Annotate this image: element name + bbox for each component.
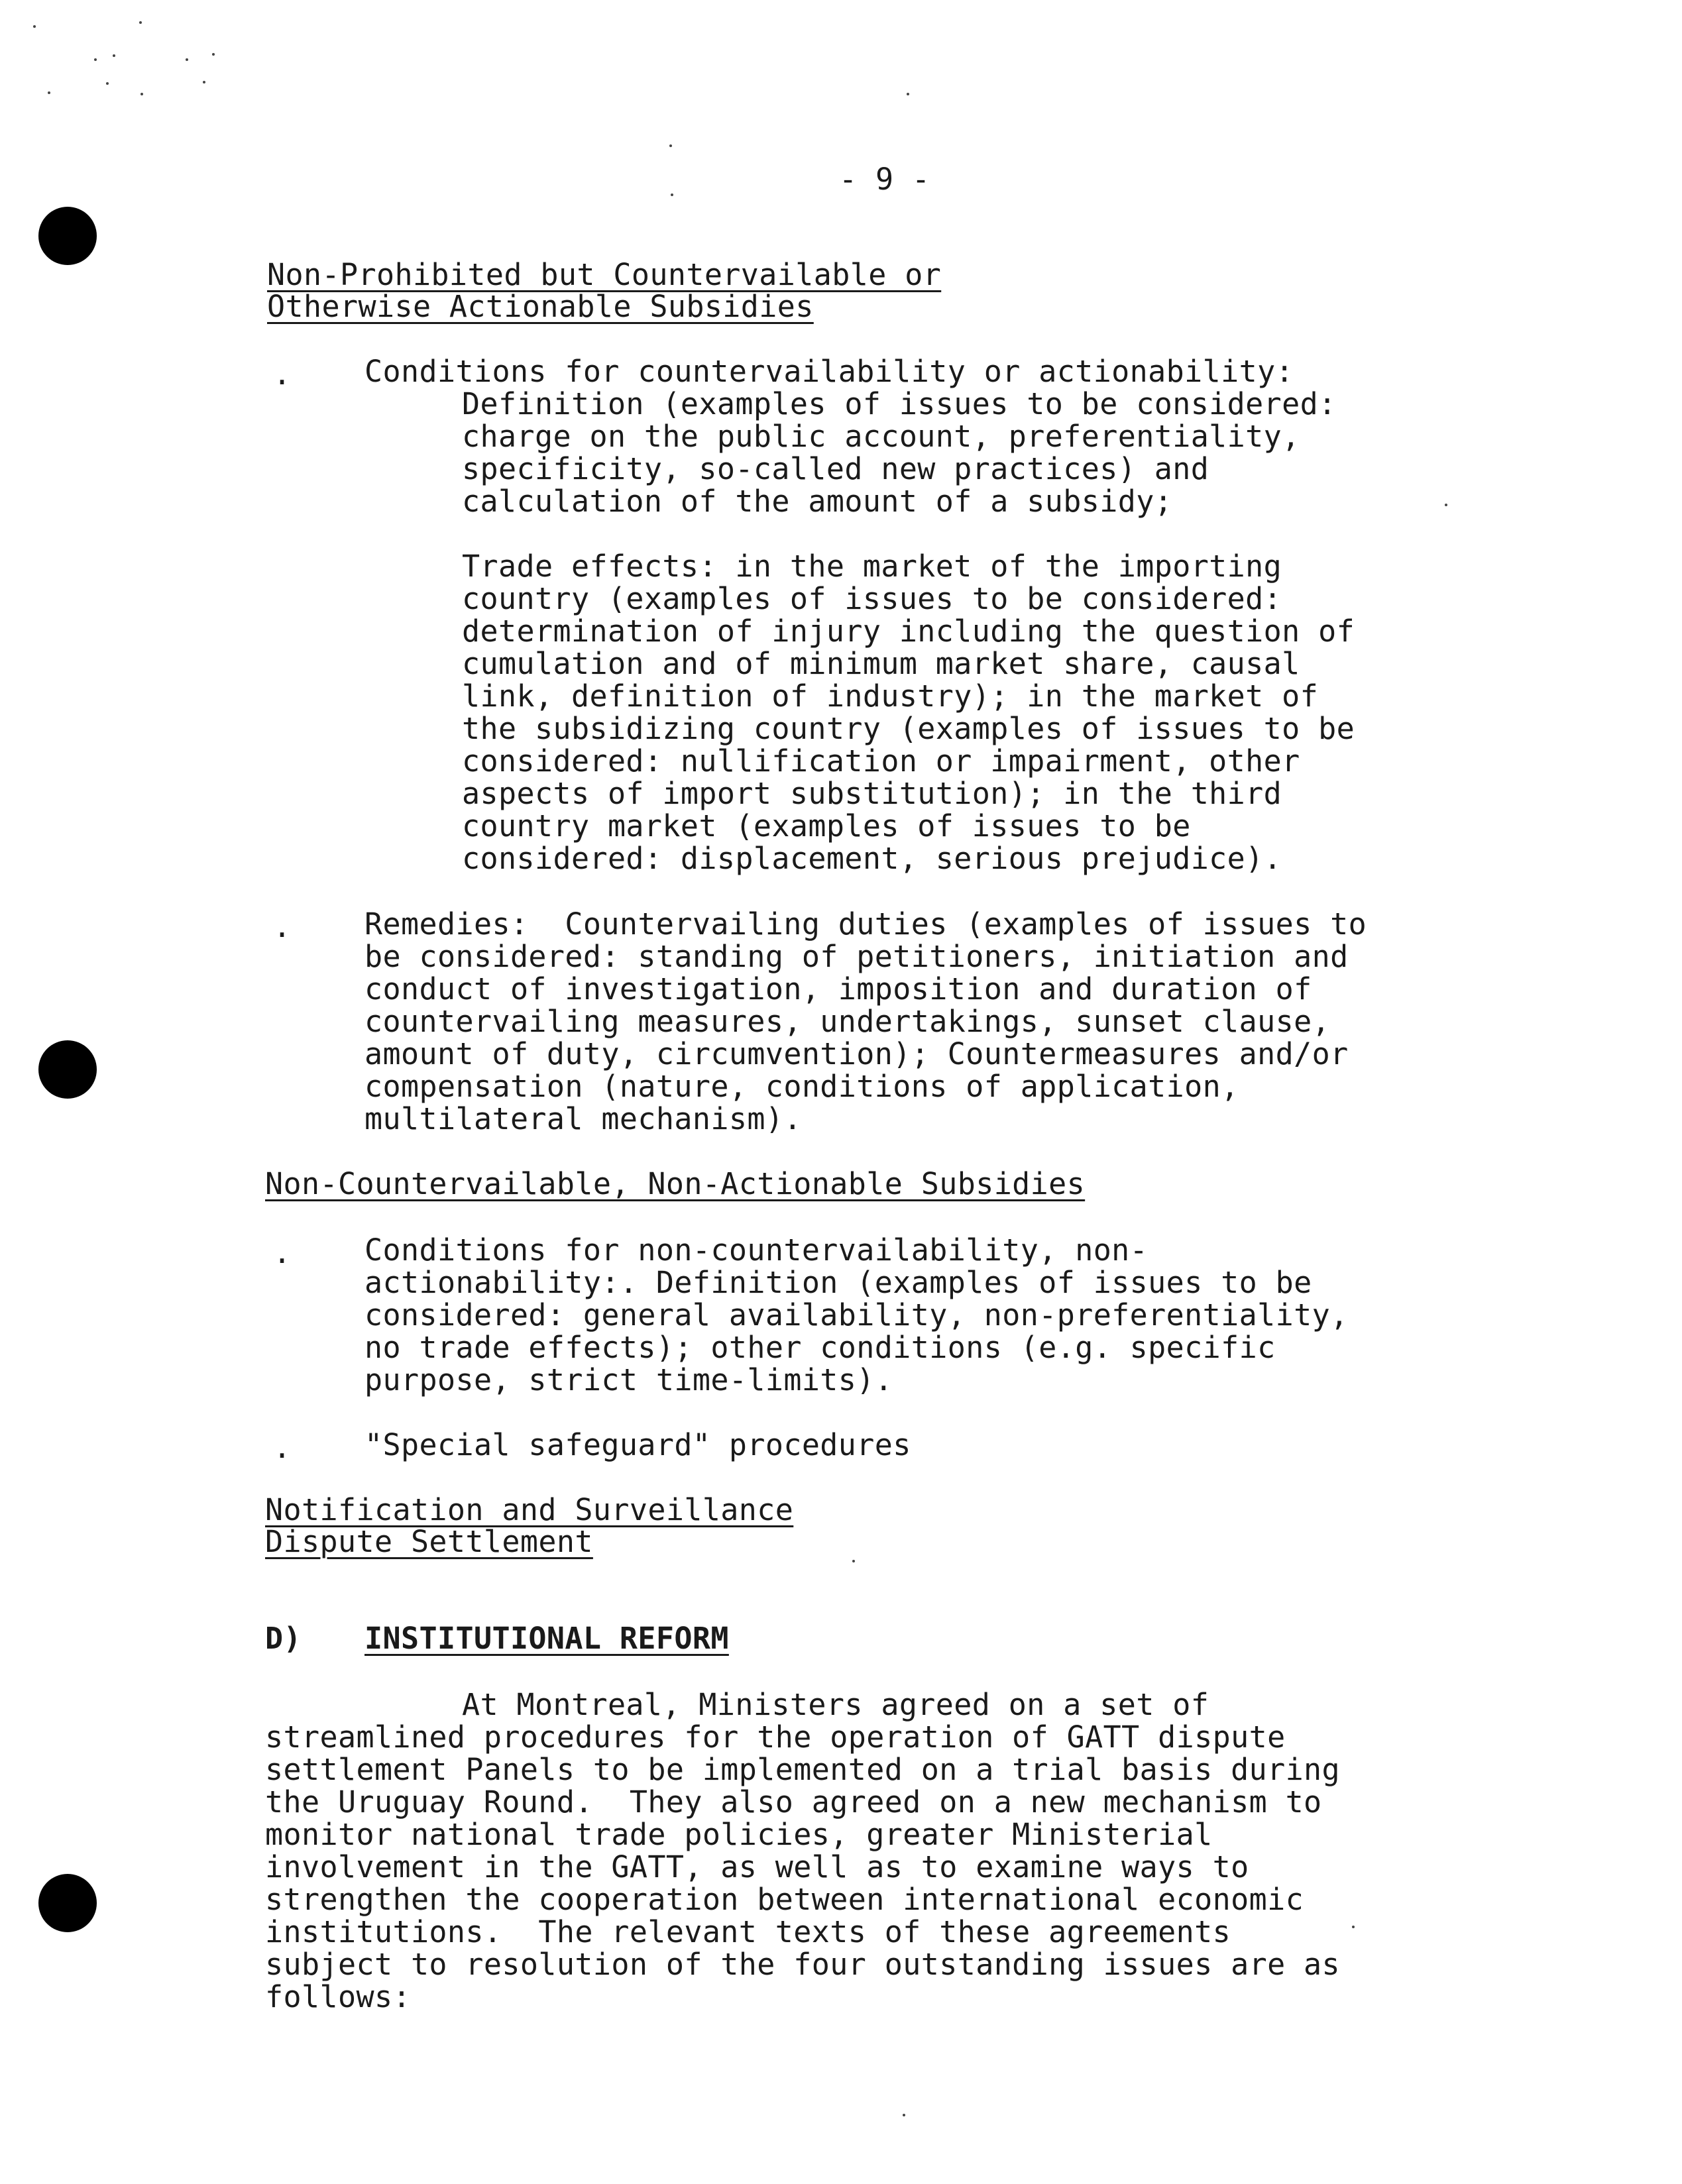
list-item-text: the subsidizing country (examples of issues to be <box>462 711 1355 746</box>
list-item-text: Remedies: Countervailing duties (examples of issues to <box>364 906 1367 942</box>
punch-hole-top <box>38 207 97 265</box>
list-item-text: cumulation and of minimum market share, causal <box>462 646 1300 681</box>
scan-speck <box>140 93 143 95</box>
scan-speck <box>33 25 36 28</box>
list-item-text: "Special safeguard" procedures <box>364 1427 911 1462</box>
list-item-text: specificity, so-called new practices) and <box>462 451 1209 486</box>
paragraph-line: At Montreal, Ministers agreed on a set of <box>462 1687 1209 1722</box>
list-item-text: calculation of the amount of a subsidy; <box>462 484 1173 519</box>
list-item-text: compensation (nature, conditions of application, <box>364 1069 1239 1104</box>
list-item-text: Conditions for countervailability or actionability: <box>364 354 1294 389</box>
scan-speck <box>139 21 142 24</box>
list-item-text: amount of duty, circumvention); Countermeasures and/or <box>364 1036 1349 1071</box>
paragraph-line: follows: <box>265 1979 411 2014</box>
list-item-text: aspects of import substitution); in the third <box>462 776 1282 811</box>
list-item-text: link, definition of industry); in the market of <box>462 679 1319 714</box>
scan-speck <box>48 91 50 94</box>
list-item-text: multilateral mechanism). <box>364 1101 802 1136</box>
scan-speck <box>903 2114 905 2116</box>
paragraph-line: strengthen the cooperation between international economic <box>265 1882 1304 1917</box>
scan-speck <box>113 54 115 57</box>
section-title: INSTITUTIONAL REFORM <box>364 1621 729 1656</box>
section-heading-line1: Non-Prohibited but Countervailable or <box>267 257 942 292</box>
list-item-text: country (examples of issues to be considered: <box>462 581 1282 616</box>
scan-speck <box>186 58 188 61</box>
section-heading-line2: Otherwise Actionable Subsidies <box>267 289 814 324</box>
section-heading-line2: Dispute Settlement <box>265 1524 593 1559</box>
punch-hole-middle <box>38 1040 97 1099</box>
page-number: - 9 - <box>839 162 930 197</box>
scan-speck <box>852 1560 855 1562</box>
section-heading: Non-Countervailable, Non-Actionable Subsidies <box>265 1166 1086 1201</box>
section-heading-line1: Notification and Surveillance <box>265 1492 794 1527</box>
bullet: . <box>273 1235 292 1270</box>
list-item-text: considered: nullification or impairment, other <box>462 743 1300 779</box>
list-item-text: Trade effects: in the market of the importing <box>462 549 1282 584</box>
bullet: . <box>273 1430 292 1465</box>
list-item-text: considered: general availability, non-preferentiality, <box>364 1297 1349 1333</box>
list-item-text: determination of injury including the question of <box>462 614 1355 649</box>
list-item-text: charge on the public account, preferentiality, <box>462 419 1300 454</box>
list-item-text: purpose, strict time-limits). <box>364 1362 893 1397</box>
scan-speck <box>212 53 215 56</box>
scan-speck <box>1445 504 1447 506</box>
section-label: D) <box>265 1621 302 1656</box>
scan-speck <box>106 82 109 85</box>
list-item-text: Conditions for non-countervailability, non- <box>364 1232 1149 1268</box>
paragraph-line: institutions. The relevant texts of these agreements <box>265 1914 1231 1949</box>
list-item-text: considered: displacement, serious prejudice). <box>462 841 1282 876</box>
list-item-text: Definition (examples of issues to be considered: <box>462 386 1337 421</box>
paragraph-line: the Uruguay Round. They also agreed on a new mechanism to <box>265 1784 1322 1820</box>
paragraph-line: involvement in the GATT, as well as to examine ways to <box>265 1849 1249 1884</box>
bullet: . <box>273 356 292 392</box>
list-item-text: no trade effects); other conditions (e.g. specific <box>364 1330 1276 1365</box>
scan-speck <box>907 93 909 95</box>
scan-speck <box>671 193 673 196</box>
scan-speck <box>669 144 672 147</box>
list-item-text: be considered: standing of petitioners, initiation and <box>364 939 1349 974</box>
paragraph-line: monitor national trade policies, greater Ministerial <box>265 1817 1213 1852</box>
bullet: . <box>273 909 292 944</box>
punch-hole-bottom <box>38 1874 97 1932</box>
list-item-text: actionability:. Definition (examples of issues to be <box>364 1265 1312 1300</box>
scan-speck <box>94 58 97 61</box>
scan-speck <box>1352 1926 1355 1928</box>
paragraph-line: subject to resolution of the four outstanding issues are as <box>265 1947 1341 1982</box>
list-item-text: countervailing measures, undertakings, sunset clause, <box>364 1004 1331 1039</box>
list-item-text: conduct of investigation, imposition and duration of <box>364 971 1312 1007</box>
list-item-text: country market (examples of issues to be <box>462 808 1191 844</box>
scan-speck <box>203 81 205 83</box>
paragraph-line: streamlined procedures for the operation of GATT dispute <box>265 1720 1286 1755</box>
paragraph-line: settlement Panels to be implemented on a trial basis during <box>265 1752 1341 1787</box>
